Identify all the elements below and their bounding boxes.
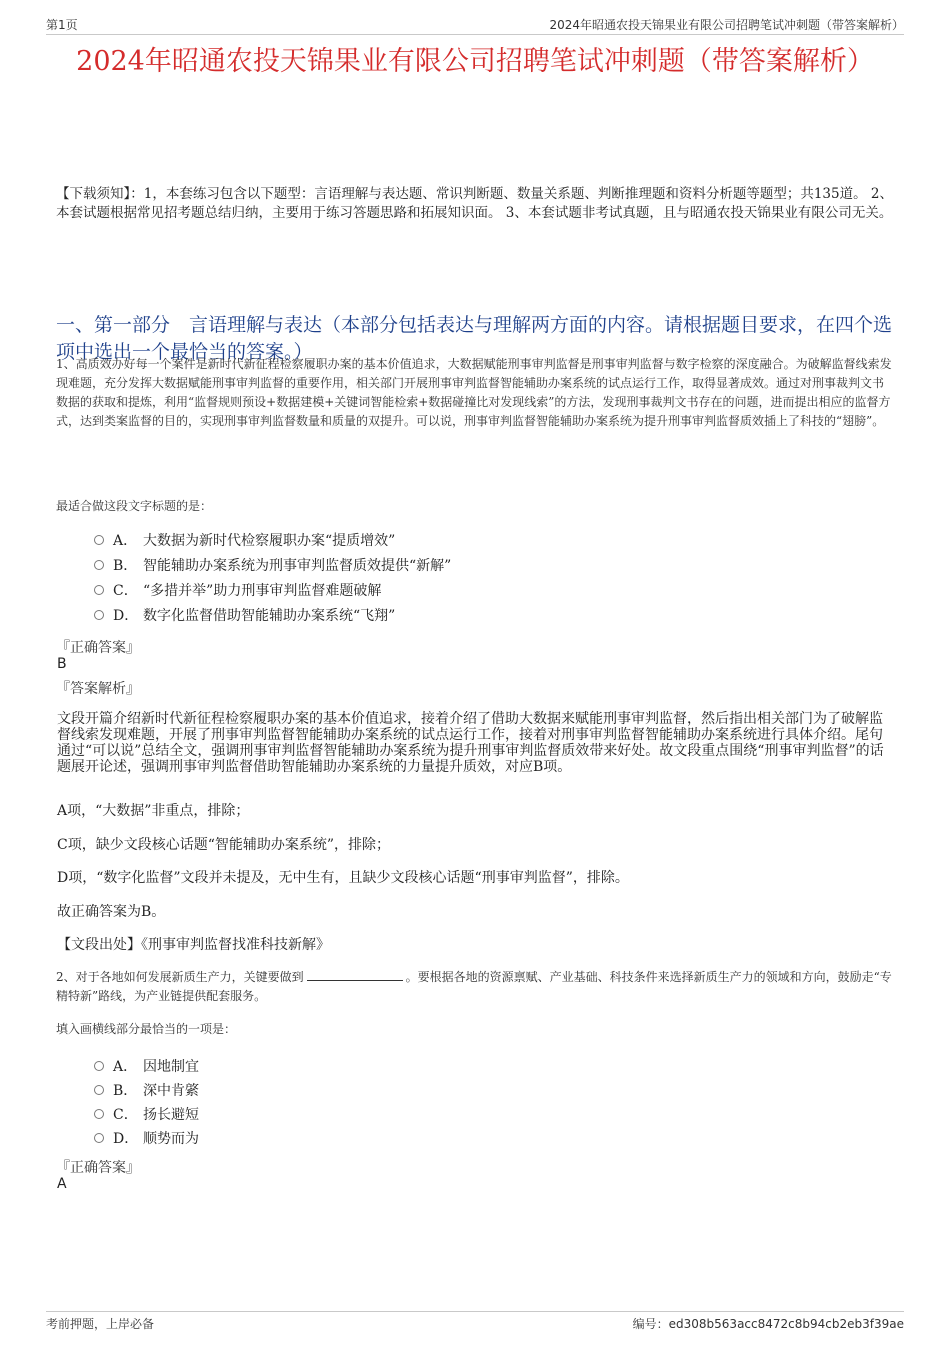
answer-analysis: 文段开篇介绍新时代新征程检察履职办案的基本价值追求，接着介绍了借助大数据来赋能刑事审判监督，然后指出相关部门为了破解监督线索发现难题，开展了刑事审判监督智能辅助办案系统的试点运行工作，接着对刑事审判监督智能辅助办案系统进行具体介绍。尾句通过“可以说”总结全文，强调刑事审判监督智能辅助办案系统为提升刑事审判监督质效带来好处。故文段重点围绕“刑事审判监督”的话题展开论述，强调刑事审判监督借助智能辅助办案系统的力量提升质效，对应B项。 bbox=[57, 711, 884, 775]
code-value: ed308b563acc8472c8b94cb2eb3f39ae bbox=[668, 1317, 904, 1331]
analysis-conclusion: 故正确答案为B。 bbox=[57, 904, 166, 920]
option-a[interactable] bbox=[94, 1055, 199, 1079]
option-d[interactable] bbox=[94, 604, 451, 629]
radio-icon[interactable] bbox=[94, 610, 104, 620]
question-2-stem bbox=[56, 968, 894, 1006]
option-text: 智能辅助办案系统为刑事审判监督质效提供“新解” bbox=[143, 558, 452, 574]
code-label: 编号： bbox=[632, 1317, 669, 1331]
option-letter: D． bbox=[113, 608, 139, 624]
document-code bbox=[633, 1315, 904, 1332]
option-letter: A． bbox=[113, 533, 138, 549]
option-letter: B． bbox=[113, 1083, 138, 1099]
option-text: 深中肯綮 bbox=[143, 1083, 199, 1099]
option-text: 数字化监督借助智能辅助办案系统“飞翔” bbox=[143, 608, 396, 624]
radio-icon[interactable] bbox=[94, 1109, 104, 1119]
radio-icon[interactable] bbox=[94, 585, 104, 595]
radio-icon[interactable] bbox=[94, 1061, 104, 1071]
option-c[interactable] bbox=[94, 579, 451, 604]
page-header bbox=[46, 14, 904, 35]
option-c[interactable] bbox=[94, 1103, 199, 1127]
header-doc-title: 2024年昭通农投天锦果业有限公司招聘笔试冲刺题（带答案解析） bbox=[549, 18, 904, 32]
option-letter: B． bbox=[113, 558, 138, 574]
stem-before-blank: 2、对于各地如何发展新质生产力，关键要做到 bbox=[56, 970, 304, 984]
analysis-option-d: D项，“数字化监督”文段并未提及，无中生有，且缺少文段核心话题“刑事审判监督”，排除。 bbox=[57, 870, 629, 886]
option-text: 因地制宜 bbox=[143, 1059, 199, 1075]
download-notice: 【下载须知】：1，本套练习包含以下题型：言语理解与表达题、常识判断题、数量关系题、判断推理题和资料分析题等题型；共135道。 2、本套试题根据常见招考题总结归纳，主要用于练习答题思路和拓展知识面。 3、本套试题非考试真题，且与昭通农投天锦果业有限公司无关。 bbox=[56, 186, 893, 221]
text-source: 【文段出处】《刑事审判监督找准科技新解》 bbox=[57, 937, 330, 953]
page-footer bbox=[46, 1311, 904, 1331]
option-text: 顺势而为 bbox=[143, 1131, 199, 1147]
question-2-prompt: 填入画横线部分最恰当的一项是： bbox=[56, 1022, 237, 1036]
analysis-label: 『答案解析』 bbox=[56, 681, 140, 697]
option-b[interactable] bbox=[94, 1079, 199, 1103]
option-letter: C． bbox=[113, 1107, 138, 1123]
correct-answer-label: 『正确答案』 bbox=[56, 640, 140, 656]
radio-icon[interactable] bbox=[94, 535, 104, 545]
analysis-option-a: A项，“大数据”非重点，排除； bbox=[57, 803, 250, 819]
question-1-stem: 1、高质效办好每一个案件是新时代新征程检察履职办案的基本价值追求，大数据赋能刑事审判监督是刑事审判监督与数字检察的深度融合。为破解监督线索发现难题，充分发挥大数据赋能刑事审判监督的重要作用，相关部门开展刑事审判监督智能辅助办案系统的试点运行工作，取得显著成效。通过对刑事裁判文书数据的获取和提炼，利用“监督规则预设+数据建模+关键词智能检索+数据碰撞比对发现线索”的方法，发现刑事裁判文书存在的问题，进而提出相应的监督方式，达到类案监督的目的，实现刑事审判监督数量和质量的双提升。可以说，刑事审判监督智能辅助办案系统为提升刑事审判监督质效插上了科技的“翅膀”。 bbox=[56, 357, 892, 428]
section-heading: 一、第一部分 言语理解与表达（本部分包括表达与理解两方面的内容。请根据题目要求，在四个选项中选出一个最恰当的答案。） bbox=[56, 314, 893, 363]
option-text: “多措并举”助力刑事审判监督难题破解 bbox=[143, 583, 382, 599]
correct-answer-label: 『正确答案』 bbox=[56, 1160, 140, 1176]
analysis-option-c: C项，缺少文段核心话题“智能辅助办案系统”，排除； bbox=[57, 837, 391, 853]
page-number: 第1页 bbox=[46, 18, 78, 32]
radio-icon[interactable] bbox=[94, 560, 104, 570]
option-d[interactable] bbox=[94, 1127, 199, 1151]
question-1-prompt: 最适合做这段文字标题的是： bbox=[56, 499, 213, 513]
option-b[interactable] bbox=[94, 554, 451, 579]
footer-slogan: 考前押题，上岸必备 bbox=[46, 1317, 155, 1331]
option-letter: C． bbox=[113, 583, 138, 599]
option-a[interactable] bbox=[94, 529, 451, 554]
option-text: 大数据为新时代检察履职办案“提质增效” bbox=[143, 533, 396, 549]
document-title: 2024年昭通农投天锦果业有限公司招聘笔试冲刺题（带答案解析） bbox=[76, 46, 874, 77]
correct-answer: B bbox=[57, 656, 67, 672]
correct-answer: A bbox=[57, 1176, 67, 1192]
fill-blank bbox=[307, 970, 403, 981]
radio-icon[interactable] bbox=[94, 1085, 104, 1095]
option-letter: A． bbox=[113, 1059, 138, 1075]
radio-icon[interactable] bbox=[94, 1133, 104, 1143]
option-text: 扬长避短 bbox=[143, 1107, 199, 1123]
option-letter: D． bbox=[113, 1131, 139, 1147]
question-2-options bbox=[94, 1055, 199, 1151]
stem-after-blank: 。要根据各地的资源禀赋、产业基础、科技条件来选择新质生产力的领域和方向，鼓励走“专精特新”路线，为产业链提供配套服务。 bbox=[56, 970, 892, 1003]
question-1-options bbox=[94, 529, 451, 629]
